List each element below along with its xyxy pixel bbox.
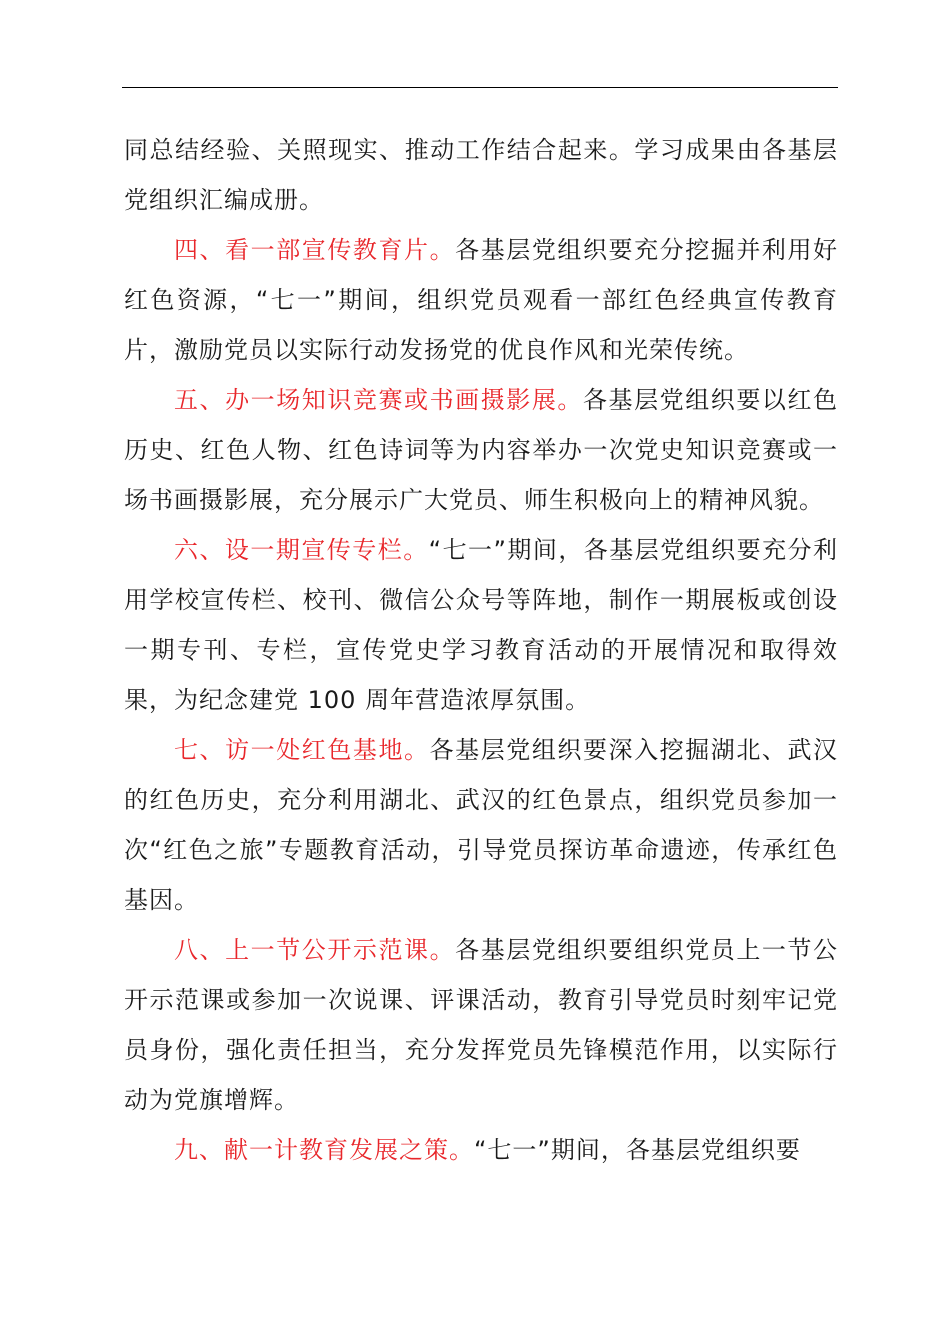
paragraph-item-6 bbox=[124, 525, 838, 725]
paragraph-body: 各基层党组织要以红色历史、红色人物、红色诗词等为内容举办一次党史知识竞赛或一场书画摄影展，充分展示广大党员、师生积极向上的精神风貌。 bbox=[124, 386, 839, 514]
document-body bbox=[124, 125, 838, 1175]
paragraph-continuation bbox=[124, 125, 838, 225]
paragraph-item-8 bbox=[124, 925, 838, 1125]
paragraph-body: “七一”期间，各基层党组织要充分利用学校宣传栏、校刊、微信公众号等阵地，制作一期展板或创设一期专刊、专栏，宣传党史学习教育活动的开展情况和取得效果，为纪念建党 100 周年营造浓厚氛围。 bbox=[124, 536, 838, 714]
paragraph-body: 同总结经验、关照现实、推动工作结合起来。学习成果由各基层党组织汇编成册。 bbox=[124, 136, 838, 214]
paragraph-heading: 四、看一部宣传教育片。 bbox=[174, 236, 456, 264]
paragraph-item-7 bbox=[124, 725, 838, 925]
paragraph-body: 各基层党组织要组织党员上一节公开示范课或参加一次说课、评课活动，教育引导党员时刻牢记党员身份，强化责任担当，充分发挥党员先锋模范作用，以实际行动为党旗增辉。 bbox=[124, 936, 839, 1114]
paragraph-heading: 八、上一节公开示范课。 bbox=[174, 936, 456, 964]
paragraph-item-5 bbox=[124, 375, 838, 525]
paragraph-heading: 五、办一场知识竞赛或书画摄影展。 bbox=[174, 386, 583, 414]
paragraph-body: “七一”期间，各基层党组织要 bbox=[474, 1136, 801, 1164]
paragraph-item-4 bbox=[124, 225, 838, 375]
header-rule bbox=[122, 87, 838, 88]
paragraph-heading: 九、献一计教育发展之策。 bbox=[174, 1136, 474, 1164]
paragraph-body: 各基层党组织要充分挖掘并利用好红色资源，“七一”期间，组织党员观看一部红色经典宣传教育片，激励党员以实际行动发扬党的优良作风和光荣传统。 bbox=[124, 236, 839, 364]
paragraph-body: 各基层党组织要深入挖掘湖北、武汉的红色历史，充分利用湖北、武汉的红色景点，组织党员参加一次“红色之旅”专题教育活动，引导党员探访革命遗迹，传承红色基因。 bbox=[124, 736, 839, 914]
paragraph-heading: 六、设一期宣传专栏。 bbox=[174, 536, 429, 564]
paragraph-item-9 bbox=[124, 1125, 838, 1175]
paragraph-heading: 七、访一处红色基地。 bbox=[174, 736, 430, 764]
